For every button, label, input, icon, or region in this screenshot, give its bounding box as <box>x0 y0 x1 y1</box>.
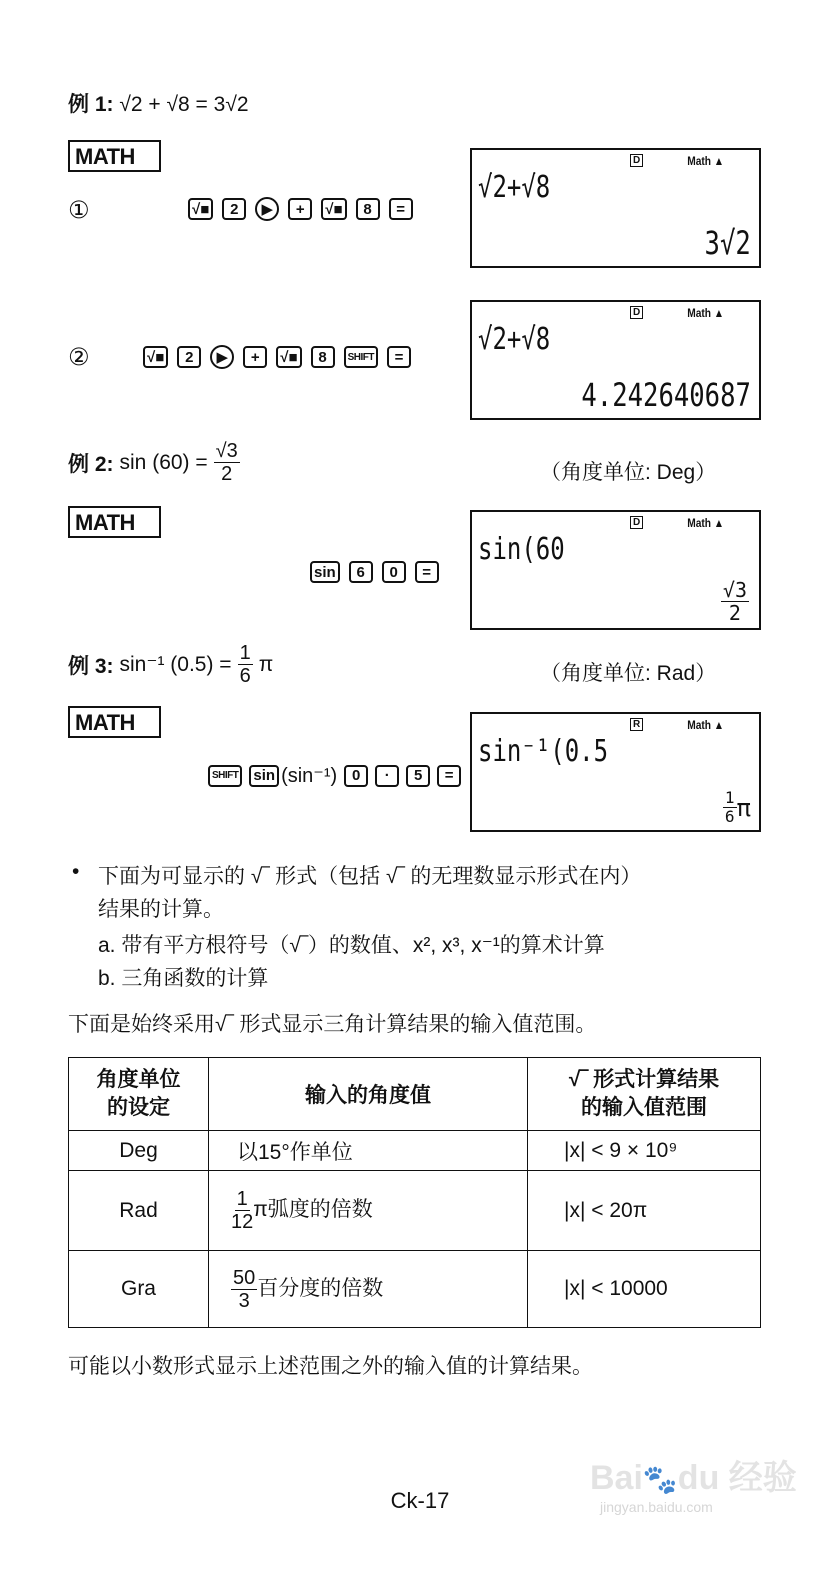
bullet-icon: • <box>72 860 80 883</box>
display-output: $\frac{1}{6}$ π <box>724 788 751 826</box>
shift-key: SHIFT <box>208 765 242 787</box>
baidu-watermark: Bai🐾du 经验 jingyan.baidu.com <box>590 1459 797 1515</box>
equals-key: = <box>437 765 461 787</box>
degree-indicator: D <box>630 154 643 167</box>
equals-key: = <box>389 198 413 220</box>
key-sequence-4 <box>208 763 461 788</box>
key-note: (sin⁻¹) <box>281 765 338 787</box>
cell-range: |x| < 9 × 10⁹ <box>528 1131 761 1171</box>
example-3-title: 例 3: sin⁻¹ (0.5) = $\frac{1}{6}$ π <box>68 642 274 687</box>
angle-unit-note: （角度单位: Rad） <box>540 662 717 685</box>
calculator-display-4 <box>470 712 761 832</box>
table-row <box>69 1131 761 1171</box>
sin-key: sin <box>310 561 340 583</box>
key-8: 8 <box>311 346 335 368</box>
math-indicator: Math ▲ <box>687 718 724 732</box>
footer-note: 可能以小数形式显示上述范围之外的输入值的计算结果。 <box>68 1355 593 1378</box>
sqrt-key: √■ <box>188 198 213 220</box>
cell-value: $\frac{50}{3}$ 百分度的倍数 <box>209 1251 528 1328</box>
plus-key: + <box>243 346 267 368</box>
math-indicator: Math ▲ <box>687 516 724 530</box>
key-5: 5 <box>406 765 430 787</box>
shift-key: SHIFT <box>344 346 378 368</box>
sqrt-key: √■ <box>143 346 168 368</box>
cell-unit: Deg <box>69 1131 209 1171</box>
math-mode-label: MATH <box>68 140 161 172</box>
example-2-title: 例 2: sin (60) = $\frac{√3}{2}$ <box>68 440 238 485</box>
calculator-display-1 <box>470 148 761 268</box>
key-sequence-3 <box>310 561 439 583</box>
equals-key: = <box>415 561 439 583</box>
calculator-display-2 <box>470 300 761 420</box>
display-output: $\frac{√3}{2}$ <box>722 578 747 625</box>
display-input: sin⁻¹(0.5 <box>478 734 609 769</box>
step-2-marker: ② <box>68 344 90 371</box>
calculator-display-3 <box>470 510 761 630</box>
key-2: 2 <box>222 198 246 220</box>
note-item-b: b. 三角函数的计算 <box>98 967 269 990</box>
cell-range: |x| < 10000 <box>528 1251 761 1328</box>
range-table <box>68 1057 761 1328</box>
degree-indicator: D <box>630 306 643 319</box>
key-8: 8 <box>356 198 380 220</box>
radian-indicator: R <box>630 718 643 731</box>
example-1-title: 例 1: √2 + √8 = 3√2 <box>68 93 249 116</box>
sin-key: sin <box>249 765 279 787</box>
key-sequence-2 <box>143 345 411 369</box>
math-indicator: Math ▲ <box>687 306 724 320</box>
display-output: 3√2 <box>704 224 751 262</box>
key-0: 0 <box>382 561 406 583</box>
display-input: sin(60 <box>478 532 565 567</box>
math-mode-label: MATH <box>68 506 161 538</box>
sqrt-key: √■ <box>321 198 346 220</box>
plus-key: + <box>288 198 312 220</box>
cell-value: 以15°作单位 <box>209 1131 528 1171</box>
table-row <box>69 1251 761 1328</box>
math-mode-label: MATH <box>68 706 161 738</box>
note-bullet-cont: 结果的计算。 <box>98 898 224 921</box>
sqrt-key: √■ <box>276 346 301 368</box>
right-arrow-key: ▶ <box>255 197 279 221</box>
equals-key: = <box>387 346 411 368</box>
display-input: √2+√8 <box>478 170 551 205</box>
note-bullet: 下面为可显示的 √‾ 形式（包括 √‾ 的无理数显示形式在内） <box>98 865 642 888</box>
header-range: √‾ 形式计算结果 的输入值范围 <box>528 1058 761 1131</box>
key-0: 0 <box>344 765 368 787</box>
decimal-point-key: · <box>375 765 399 787</box>
page-number: Ck-17 <box>390 1488 450 1513</box>
header-input-value: 输入的角度值 <box>209 1058 528 1131</box>
cell-range: |x| < 20π <box>528 1171 761 1251</box>
display-output: 4.242640687 <box>581 376 751 414</box>
math-indicator: Math ▲ <box>687 154 724 168</box>
note-item-a: a. 带有平方根符号（√‾）的数值、x², x³, x⁻¹的算术计算 <box>98 934 605 957</box>
table-intro: 下面是始终采用√‾ 形式显示三角计算结果的输入值范围。 <box>68 1013 597 1036</box>
key-2: 2 <box>177 346 201 368</box>
degree-indicator: D <box>630 516 643 529</box>
key-sequence-1 <box>188 197 413 221</box>
table-row <box>69 1171 761 1251</box>
angle-unit-note: （角度单位: Deg） <box>540 461 717 484</box>
cell-unit: Rad <box>69 1171 209 1251</box>
cell-unit: Gra <box>69 1251 209 1328</box>
header-angle-unit: 角度单位 的设定 <box>69 1058 209 1131</box>
key-6: 6 <box>349 561 373 583</box>
right-arrow-key: ▶ <box>210 345 234 369</box>
display-input: √2+√8 <box>478 322 551 357</box>
step-1-marker: ① <box>68 197 90 224</box>
cell-value: $\frac{1}{12}$ π弧度的倍数 <box>209 1171 528 1251</box>
table-header-row <box>69 1058 761 1131</box>
